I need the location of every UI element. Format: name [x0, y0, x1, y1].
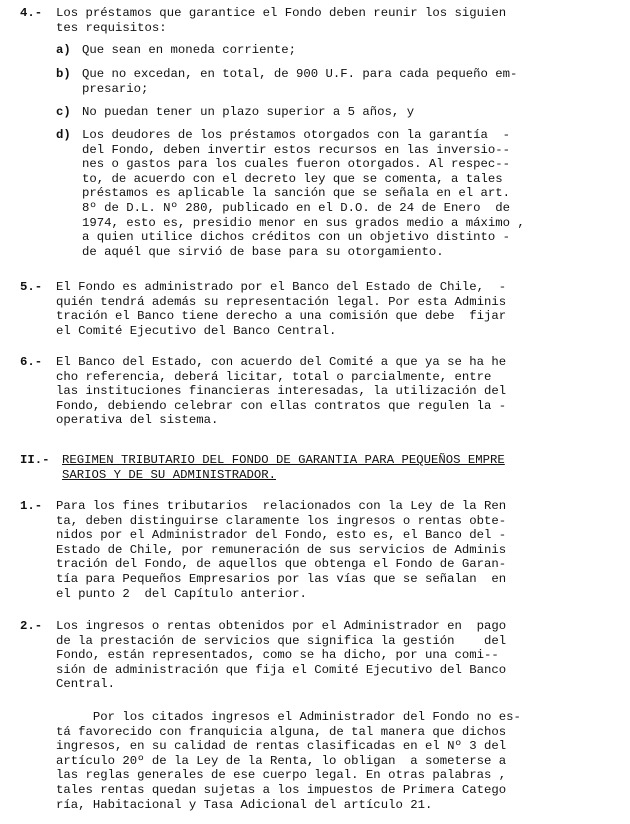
text-line: ría, Habitacional y Tasa Adicional del artículo 21. — [56, 797, 433, 812]
text-line: Por los citados ingresos el Administrador del Fondo no es- — [56, 710, 521, 724]
section-number: 2.- — [20, 619, 43, 633]
item-label: c) — [56, 105, 71, 119]
text-line: Los ingresos o rentas obtenidos por el Administrador en pago — [56, 619, 507, 633]
text-line: tración el Banco tiene derecho a una comisión que debe fijar — [56, 309, 507, 324]
section-ii-heading — [62, 453, 505, 482]
item-d — [82, 128, 525, 259]
text-line: de aquél que sirvió de base para su otorgamiento. — [82, 244, 444, 259]
text-line: el punto 2 del Capítulo anterior. — [56, 586, 307, 601]
text-line: del Fondo, deben invertir estos recursos en las inversio-- — [82, 142, 511, 157]
section-number: 5.- — [20, 280, 43, 294]
subsection-2-text — [56, 619, 506, 692]
text-line: Para los fines tributarios relacionados con la Ley de la Ren — [56, 499, 507, 513]
item-label: b) — [56, 67, 71, 81]
text-line: 8º de D.L. Nº 280, publicado en el D.O. de 24 de Enero de — [82, 200, 511, 215]
text-line: 1974, esto es, presidio menor en sus grados medio a máximo , — [82, 215, 525, 230]
item-b — [82, 67, 517, 96]
text-line: las reglas generales de ese cuerpo legal. En otras palabras , — [56, 768, 507, 783]
item-label: a) — [56, 43, 71, 57]
text-line: ta, deben distinguirse claramente los ingresos o rentas obte- — [56, 513, 507, 528]
text-line: Fondo, están representados, como se ha dicho, por una comi-- — [56, 648, 499, 663]
text-line: ingresos, en su calidad de rentas clasificadas en el Nº 3 del — [56, 739, 507, 754]
text-line: quién tendrá además su representación legal. Por esta Adminis — [56, 294, 507, 309]
text-line: cho referencia, deberá licitar, total o parcialmente, entre — [56, 369, 492, 384]
text-line: tía para Pequeños Empresarios por las vías que se señalan en — [56, 571, 507, 586]
section-6-text — [56, 355, 506, 428]
text-line: nes o gastos para los cuales fueron otorgados. Al respec-- — [82, 157, 511, 172]
text-line: tá favorecido con franquicia alguna, de tal manera que dichos — [56, 724, 507, 739]
text-line: El Banco del Estado, con acuerdo del Comité a que ya se ha he — [56, 355, 507, 369]
item-c — [82, 105, 414, 120]
text-line: Fondo, debiendo celebrar con ellas contratos que regulen la - — [56, 398, 507, 413]
item-label: d) — [56, 128, 71, 142]
text-line: artículo 20º de la Ley de la Renta, lo obligan a someterse a — [56, 753, 507, 768]
text-line: a quien utilice dichos créditos con un objetivo distinto - — [82, 230, 511, 245]
text-line: Que sean en moneda corriente; — [82, 43, 297, 57]
text-line: préstamos es aplicable la sanción que se señala en el art. — [82, 186, 511, 201]
text-line: sión de administración que fija el Comité Ejecutivo del Banco — [56, 662, 507, 677]
text-line: el Comité Ejecutivo del Banco Central. — [56, 323, 337, 338]
section-number: 6.- — [20, 355, 43, 369]
subsection-1-text — [56, 499, 506, 601]
text-line: nidos por el Administrador del Fondo, esto es, el Banco del - — [56, 528, 507, 543]
text-line: No puedan tener un plazo superior a 5 años, y — [82, 105, 415, 119]
subsection-2-paragraph — [56, 710, 521, 812]
text-line: operativa del sistema. — [56, 413, 219, 428]
text-line: presario; — [82, 81, 149, 96]
text-line: Que no excedan, en total, de 900 U.F. para cada pequeño em- — [82, 67, 518, 81]
section-number: 4.- — [20, 6, 43, 20]
text-line: El Fondo es administrado por el Banco del Estado de Chile, - — [56, 280, 507, 294]
text-line: to, de acuerdo con el decreto ley que se comenta, a tales — [82, 171, 503, 186]
text-line: las instituciones financieras interesadas, la utilización del — [56, 384, 507, 399]
text-line: Los préstamos que garantice el Fondo deben reunir los siguien — [56, 6, 507, 20]
text-line: tales rentas quedan sujetas a los impuestos de Primera Catego — [56, 782, 507, 797]
item-a — [82, 43, 296, 58]
text-line: tración del Fondo, de aquellos que obtenga el Fondo de Garan- — [56, 557, 507, 572]
text-line: tes requisitos: — [56, 20, 167, 35]
text-line: Los deudores de los préstamos otorgados con la garantía - — [82, 128, 511, 142]
heading-line: REGIMEN TRIBUTARIO DEL FONDO DE GARANTIA PARA PEQUEÑOS EMPRE — [62, 453, 505, 467]
text-line: Estado de Chile, por remuneración de sus servicios de Adminis — [56, 542, 507, 557]
section-4-intro — [56, 6, 506, 35]
heading-line: SARIOS Y DE SU ADMINISTRADOR. — [62, 467, 277, 482]
text-line: de la prestación de servicios que significa la gestión del — [56, 633, 507, 648]
text-line: Central. — [56, 677, 116, 692]
section-number: II.- — [20, 453, 50, 467]
section-number: 1.- — [20, 499, 43, 513]
section-5-text — [56, 280, 506, 338]
